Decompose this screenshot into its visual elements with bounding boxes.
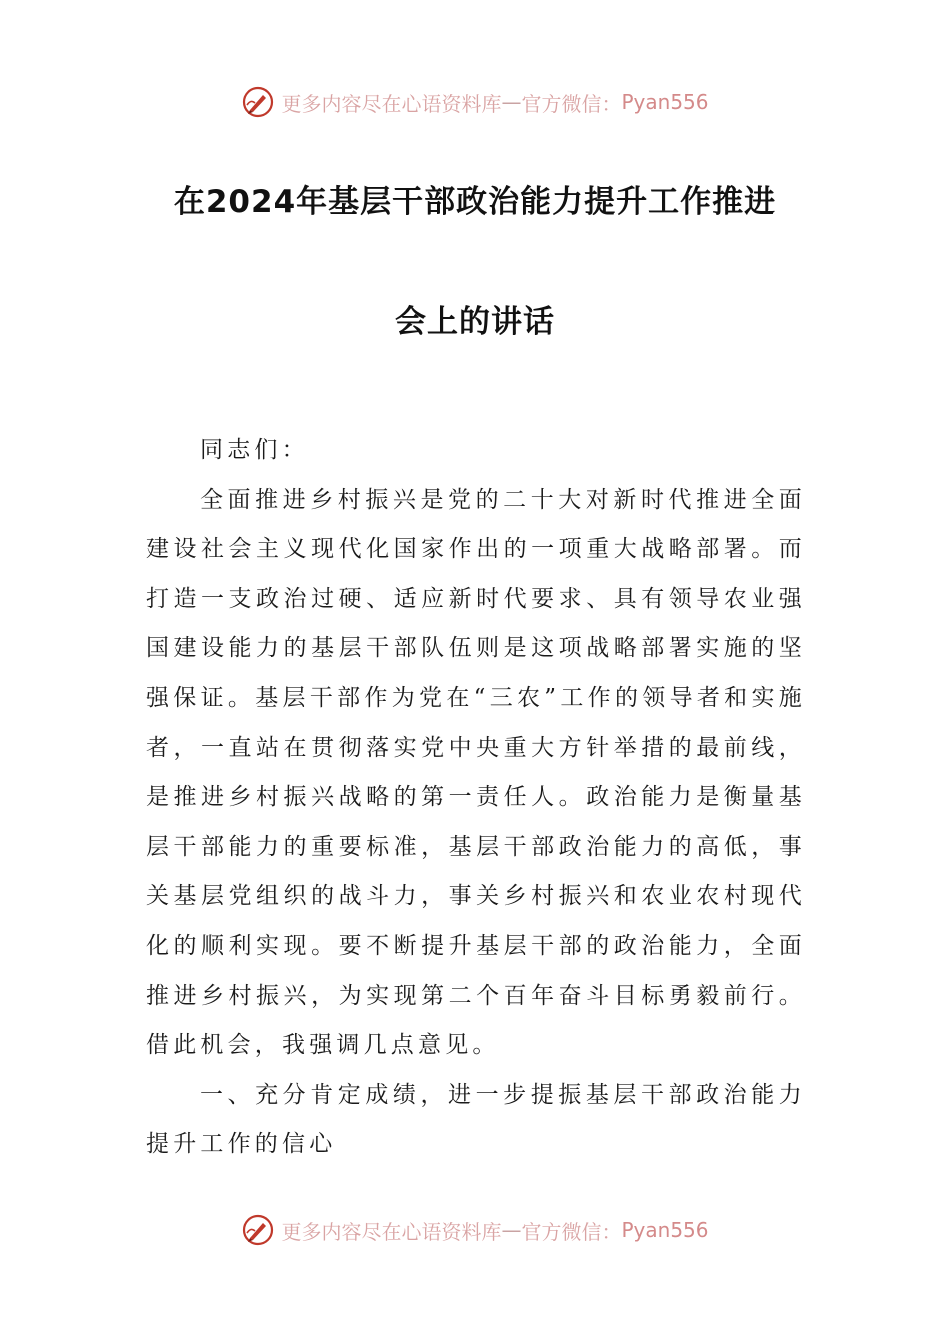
watermark-text: 更多内容尽在心语资料库	[281, 91, 502, 116]
watermark-contact-id: Pyan556	[621, 1218, 709, 1242]
watermark-contact-label: 官方微信：	[521, 91, 622, 116]
salutation: 同志们：	[200, 437, 309, 463]
watermark-separator: —	[501, 1218, 522, 1242]
watermark-separator: —	[501, 90, 522, 114]
pen-logo-icon	[241, 1213, 275, 1247]
section-heading: 一、充分肯定成绩，进一步提振基层干部政治能力提升工作的信心	[146, 1081, 806, 1158]
document-body	[146, 426, 806, 1170]
pen-logo-icon	[241, 85, 275, 119]
watermark-contact-id: Pyan556	[621, 90, 709, 114]
watermark-text: 更多内容尽在心语资料库	[281, 1219, 502, 1244]
body-paragraph: 全面推进乡村振兴是党的二十大对新时代推进全面建设社会主义现代化国家作出的一项重大战略部署。而打造一支政治过硬、适应新时代要求、具有领导农业强国建设能力的基层干部队伍则是这项战略部署实施的坚强保证。基层干部作为党在“三农”工作的领导者和实施者，一直站在贯彻落实党中央重大方针举措的最前线，是推进乡村振兴战略的第一责任人。政治能力是衡量基层干部能力的重要标准，基层干部政治能力的高低，事关基层党组织的战斗力，事关乡村振兴和农业农村现代化的顺利实现。要不断提升基层干部的政治能力，全面推进乡村振兴，为实现第二个百年奋斗目标勇毅前行。借此机会，我强调几点意见。	[146, 486, 806, 1059]
header-watermark	[0, 82, 950, 122]
document-title-line2: 会上的讲话	[395, 304, 555, 340]
watermark-contact-label: 官方微信：	[521, 1219, 622, 1244]
footer-watermark	[0, 1210, 950, 1250]
document-title-line1: 在2024年基层干部政治能力提升工作推进	[173, 184, 777, 220]
